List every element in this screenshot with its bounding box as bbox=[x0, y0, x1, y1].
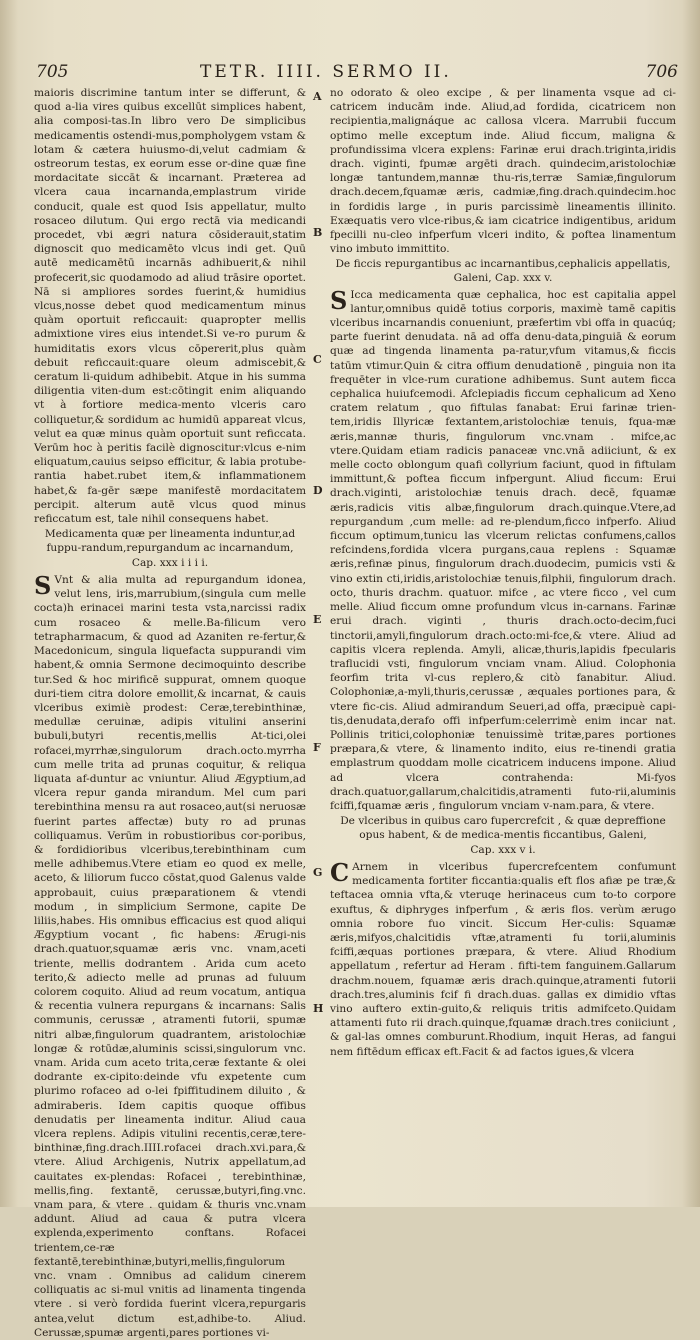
margin-letter: D bbox=[313, 484, 323, 497]
page-header bbox=[0, 62, 700, 88]
page-edge-shadow-right bbox=[682, 0, 700, 1207]
left-column bbox=[34, 86, 306, 1340]
margin-letter: F bbox=[313, 741, 321, 754]
paragraph bbox=[34, 573, 306, 1340]
chapter-number: Cap. xxx i i i i. bbox=[131, 557, 209, 570]
drop-cap: S bbox=[34, 571, 52, 601]
drop-cap: S bbox=[330, 285, 348, 315]
page-edge-shadow-left bbox=[0, 0, 18, 1207]
paragraph bbox=[330, 285, 676, 814]
margin-letter: G bbox=[313, 866, 323, 879]
paragraph-text: Arnem in vlceribus fupercrefcentem confumunt medicamenta fortiter ficcantia:qualis eft flos afiæ pe træ,& teftacea omnia vfta,& vteruqe herinaceus cum to-to corpore exuftus, & diphryges infperfum , & æris flos. verùm ærugo omnia robore fuo vincit. Siccum Her-culis: Squamæ æris,mifyos,chalcitidis vftæ,atramenti fu torii,aluminis fciffi,æquas portiones præpara, & vtere. Aliud Rhodium appellatum , refertur ad Heram . fifti-tem fanguinem.Gallarum drachm.nouem, fquamæ æris drach.quinque,atramenti futorii drach.tres,aluminis fcif fi drach.duas. gallas ex dimidio vftas vino auftero extin-guito,& reliquis tritis admifceto.Quidam attamenti futo rii drach.quinque,fquamæ drach.tres coniiciunt , & gal-las omnes comburunt.Rhodium, inquit Heras, ad fangui nem fiftēdum efficax eft.Facit & ad factos igues,& vlcera bbox=[330, 860, 676, 1058]
chapter-heading: De vlceribus in quibus caro fupercrefcit , & quæ depreffione opus habent, & de medica-mentis ficcantibus, Galeni, bbox=[340, 815, 666, 841]
page-number-right: 706 bbox=[645, 62, 678, 82]
page-number-left: 705 bbox=[36, 62, 69, 82]
paragraph-text: Vnt & alia multa ad repurgandum idonea, velut lens, iris,marrubium,(singula cum melle cocta)h erinacei marini testa vsta,narcissi radix cum rosaceo & melle.Ba-filicum vero tetrapharmacum, & quod ad Azaniten re-fertur,& Macedonicum, singula liquefacta suppurandi vim habent,& omnia Sermone decimoquinto describe tur.Sed & hoc mirificē suppurat, omnem quoque duri-tiem citra dolore emollit,& incarnat, & cauis vlceribus eximiè prodest: Ceræ,terebinthinæ, medullæ ceruinæ, adipis vitulini anserini bubuli,butyri recentis,mellis At-tici,olei rofacei,myrrhæ,singulorum drach.octo.myrrha cum melle trita ad prunas coquitur, & reliqua liquata af-duntur ac vniuntur. Aliud Ægyptium,ad vlcera repur ganda mirandum. Mel cum pari terebinthina mensu ra aut rosaceo,aut(si neruosæ fuerint partes affectæ) buty ro ad prunas colliquamus. Verūm in robustioribus cor-poribus, & fordidioribus vlceribus,terebinthinam cum melle adhibemus.Vtere etiam eo quod ex melle, aceto, & liliorum fucco cōstat,quod Galenus valde approbauit, cuius præparationem & vtendi modum , in simplicium Sermone, capite De liliis,habes. His omnibus efficacius est quod aliqui Ægyptium vocant , fic habens: Ærugi-nis drach.quatuor,squamæ æris vnc. vnam,aceti triente, mellis dodrantem . Arida cum aceto terito,& adiecto melle ad prunas ad fuluum colorem coquito. Aliud ad reum vocatum, antiqua & recentia vulnera repurgans & incarnans: Salis communis, cerussæ , atramenti futorii, spumæ nitri albæ,fingulorum quadrantem, aristolochiæ longæ & rotūdæ,aluminis scissi,singulorum vnc. vnam. Arida cum aceto trita,ceræ fextante & olei dodrante ex-cipito:deinde vfu expetente cum plurimo rofaceo ad o-lei fpiffitudinem diluito , & admiraberis. Idem capitis quoque offibus denudatis per lineamenta inditur. Aliud caua vlcera replens. Adipis vitulini recentis,ceræ,tere-binthinæ,fing.drach.IIII.rofacei drach.xvi.para,& vtere. Aliud Archigenis, Nutrix appellatum,ad cauitates ex-plendas: Rofacei , terebinthinæ, mellis,fing. fextantē, cerussæ,butyri,fing.vnc. vnam para, & vtere . quidam & thuris vnc.vnam addunt. Aliud ad caua & putra vlcera explenda,experimento conftans. Rofacei trientem,ce-ræ fextantē,terebinthinæ,butyri,mellis,fingulorum vnc. vnam . Omnibus ad calidum cinerem colliquatis ac si-mul vnitis ad linamenta tingenda vtere . si verò fordida fuerint vlcera,repurgaris antea,velut dictum est,adhibe-to. Aliud. Cerussæ,spumæ argenti,pares portiones vi- bbox=[34, 574, 306, 1339]
margin-letter: C bbox=[313, 353, 322, 366]
chapter-number: Cap. xxx v i. bbox=[470, 844, 536, 857]
paragraph-text: Icca medicamenta quæ cephalica, hoc est capitalia appel lantur,omnibus quidē totius corporis, maximè tamē capitis vlceribus incarnandis conueniunt, præfertim vbi offa in quacúq; parte fuerint denudata. nā ad offa denu-data,pinguiā & eorum quæ ad tingenda linamenta pa-ratur,vfum vitamus,& ficcis tatūm vtimur.Quin & citra offium denudationē , pinguia non ita frequēter in vlce-rum curatione adhibemus. Sunt autem ficca cephalica huiufcemodi. Afclepiadis ficcum cephalicum ad Xeno cratem relatum , quo fiftulas fanabat: Erui farinæ trien-tem,iridis Illyricæ fextantem,aristolochiæ tenuis, fqua-mæ æris,mannæ thuris, fingulorum vnc.vnam . mifce,ac vtere.Quidam etiam radicis panaceæ vnc.vnā adiiciunt, & ex melle cocto oblongum quafi collyrium faciunt, quod in fiftulam immittunt,& poftea ficcum infpergunt. Aliud ficcum: Erui drach.viginti, aristolochiæ tenuis drach. decē, fquamæ æris,radicis vitis albæ,fingulorum drach.quinque.Vtere,ad repurgandum ,cum melle: ad re-plendum,ficco infperfo. Aliud ficcum optimum,tunicu las vlcerum relictas confumens,callos refcindens,fordida vlcera purgans,caua replens : Squamæ æris,refinæ pinus, fingulorum drach.duodecim, pumicis vsti & vino extin cti,iridis,aristolochiæ tenuis,filphii, fingulorum drach. octo, thuris drachm. quatuor. mifce , ac vtere ficco , vel cum melle. Aliud ficcum omne profundum vlcus in-carnans. Farinæ erui drach. viginti , thuris drach.octo-decim,fuci tinctorii,amyli,fingulorum drach.octo:mi-fce,& vtere. Aliud ad capitis vlcera replenda. Amyli, alicæ,thuris,lapidis fpecularis traflucidi vsti, fingulorum vnciam vnam. Aliud. Colophonia feorfim trita vl-cus replero,& citò fanabitur. Aliud. Colophoniæ,a-myli,thuris,cerussæ , æquales portiones para, & vtere fic-cis. Aliud admirandum Seueri,ad offa, præcipuè capi-tis,denudata,derafo offi infperfum:celerrimè enim incar nat. Pollinis tritici,colophoniæ tenuissimè tritæ,pares portiones præpara,& vtere, & linamento indito, eius re-tinendi gratia emplastrum quoddam molle cicatricem inducens impone. Aliud ad vlcera contrahenda: Mi-fyos drach.quatuor,gallarum,chalcitidis,atramenti futo-rii,aluminis fciffi,fquamæ æris , fingulorum vnciam v-nam.para, & vtere. bbox=[330, 288, 676, 812]
paragraph: no odorato & oleo excipe , & per linamenta vsque ad ci-catricem inducām inde. Aliud,ad fordida, cicatricem non recipientia,malignáque ac callosa vlcera. Marrubii fuccum optimo melle exceptum inde. Aliud ficcum, maligna & profundissima vlcera explens: Farinæ erui drach.triginta,iridis drach. viginti, fpumæ argēti drach. quindecim,aristolochiæ longæ tantundem,mannæ thu-ris,terræ Samiæ,fingulorum drach.decem,fquamæ æris, cadmiæ,fing.drach.quindecim.hoc in fordidis large , in puris parcissimè lineamentis illinito. Exæquatis vero vlce-ribus,& iam cicatrice indigentibus, aridum fpecilli nu-cleo infperfum vlceri indito, & poftea linamentum vino imbuto immittito. bbox=[330, 87, 676, 256]
paragraph bbox=[330, 857, 676, 1059]
margin-letter: B bbox=[313, 226, 323, 239]
margin-letter: E bbox=[313, 613, 322, 626]
right-column bbox=[330, 86, 676, 1059]
margin-letter: H bbox=[313, 1002, 324, 1015]
drop-cap: C bbox=[330, 857, 350, 887]
margin-letter: A bbox=[313, 90, 322, 103]
running-title: TETR. IIII. SERMO II. bbox=[200, 62, 452, 82]
chapter-heading: Medicamenta quæ per lineamenta induntur,ad fuppu-randum,repurgandum ac incarnandum, bbox=[44, 528, 296, 554]
paragraph: maioris discrimine tantum inter se differunt, & quod a-lia vires quibus excellūt simplices habent, alia composi-tas.In libro vero De simplicibus medicamentis ostendi-mus,pompholygem vstam & lotam & cætera huiusmo-di,velut cadmiam & ostreorum testas, ex eorum esse or-dine quæ fine mordacitate siccāt & incarnant. Præterea ad vlcera caua incarnanda,emplastrum viride conducit, quale est quod Isis appellatur, multo rosaceo dilutum. Qui ergo rectā via medicandi procedet, vbi ægri natura cōsiderauit,statim dignoscit quo medicamēto vlcus indi get. Quū autē medicamētū incarnās adhibuerit,& nihil profecerit,sic quodamodo ad aliud trāsire oportet. Nā si ampliores sordes fuerint,& humidius vlcus,nosse debet quod medicamentum minus quàm oportuit reficcauit: quapropter mellis admixtione vires eius intendet.Si ve-ro purum & humiditatis exors vlcus cōpererit,plus quàm debuit reficcauit:quare oleum admiscebit,& ceratum li-quidum adhibebit. Atque in his summa diligentia viten-dum est:cōtingit enim aliquando vt à fortiore medica-mento vlceris caro colliquetur,& sordidum ac humidū appareat vlcus, velut ea quæ minus quàm oportuit sunt reficcata. Verūm hoc à peritis facilè dignoscitur:vlcus e-nim eliquatum,cauius seipso efficitur, & labia protube-rantia habet.rubet item,& inflammationem habet,& fa-gēr sæpe manifestē mordacitatem percipit. alterum autē vlcus quod minus reficcatum est, tale nihil consequens habet. bbox=[34, 87, 306, 526]
chapter-heading: De ficcis repurgantibus ac incarnantibus,cephalicis appellatis, Galeni, Cap. xxx v. bbox=[335, 258, 671, 285]
